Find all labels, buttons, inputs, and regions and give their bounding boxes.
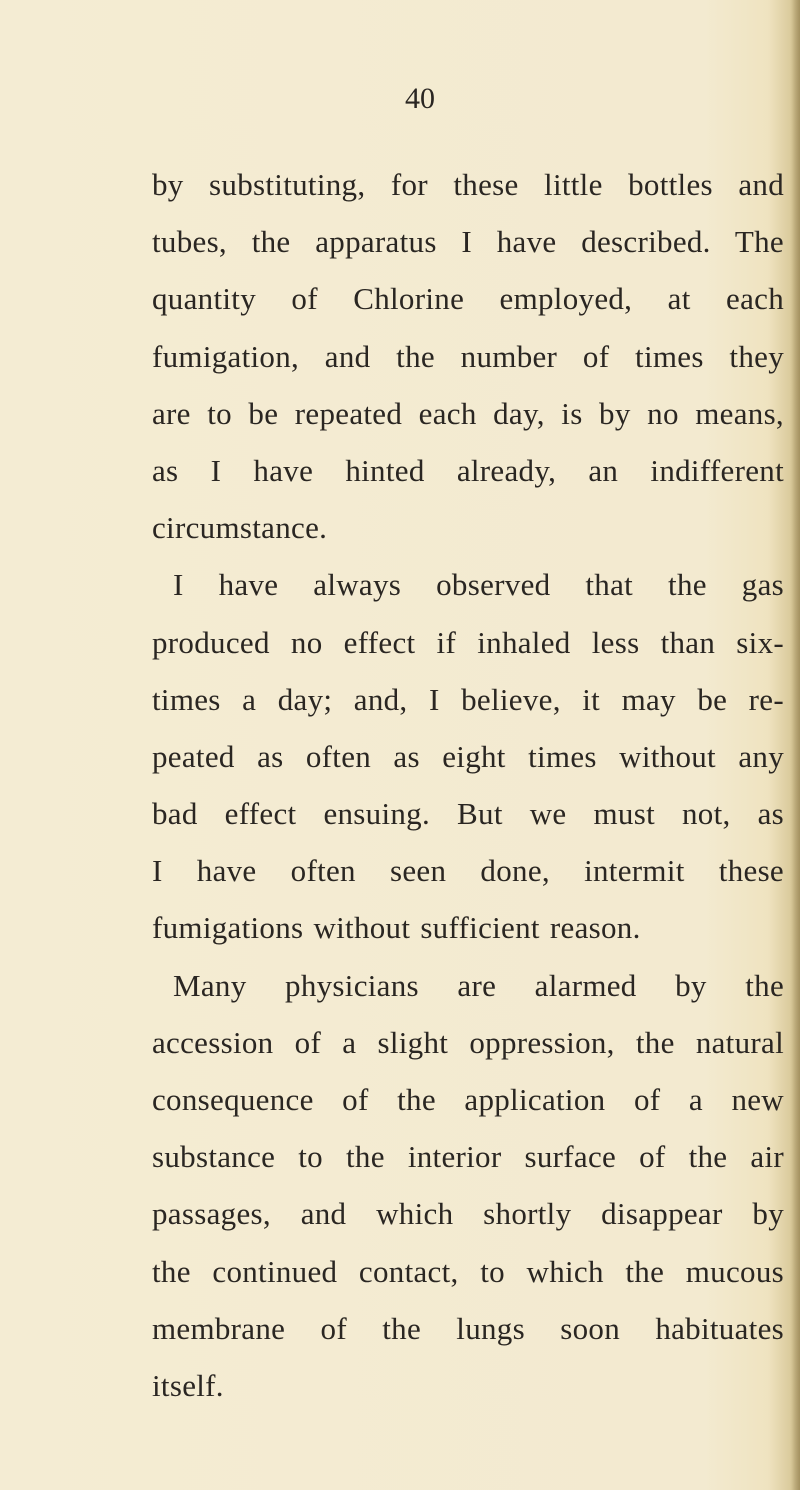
page-edge-shadow [790,0,800,1490]
text-line: passages, and which shortly disappear by [152,1196,784,1232]
text-line: I have often seen done, intermit these [152,853,784,889]
text-line: produced no effect if inhaled less than six- [152,624,784,660]
body-text [152,163,784,1421]
text-line: substance to the interior surface of the air [152,1139,784,1175]
text-line: I have always observed that the gas [173,567,784,603]
page-number: 40 [405,82,435,115]
text-line: membrane of the lungs soon habituates [152,1310,784,1346]
text-line: consequence of the application of a new [152,1082,784,1117]
text-line: are to be repeated each day, is by no means, [152,395,784,431]
text-line: itself. [152,1367,224,1403]
text-line: by substituting, for these little bottles and [152,167,784,202]
text-line: quantity of Chlorine employed, at each [152,281,784,317]
text-line: tubes, the apparatus I have described. The [152,224,784,260]
text-line: bad effect ensuing. But we must not, as [152,796,784,832]
text-line: as I have hinted already, an indifferent [152,452,784,488]
text-line: fumigation, and the number of times they [152,338,784,374]
text-line: fumigations without sufficient reason. [152,910,641,946]
text-line: circumstance. [152,510,328,546]
text-line: accession of a slight oppression, the natural [152,1024,784,1060]
text-line: Many physicians are alarmed by the [173,967,784,1003]
text-line: times a day; and, I believe, it may be re- [152,681,784,717]
text-line: peated as often as eight times without any [152,738,784,774]
text-line: the continued contact, to which the mucous [152,1253,784,1289]
